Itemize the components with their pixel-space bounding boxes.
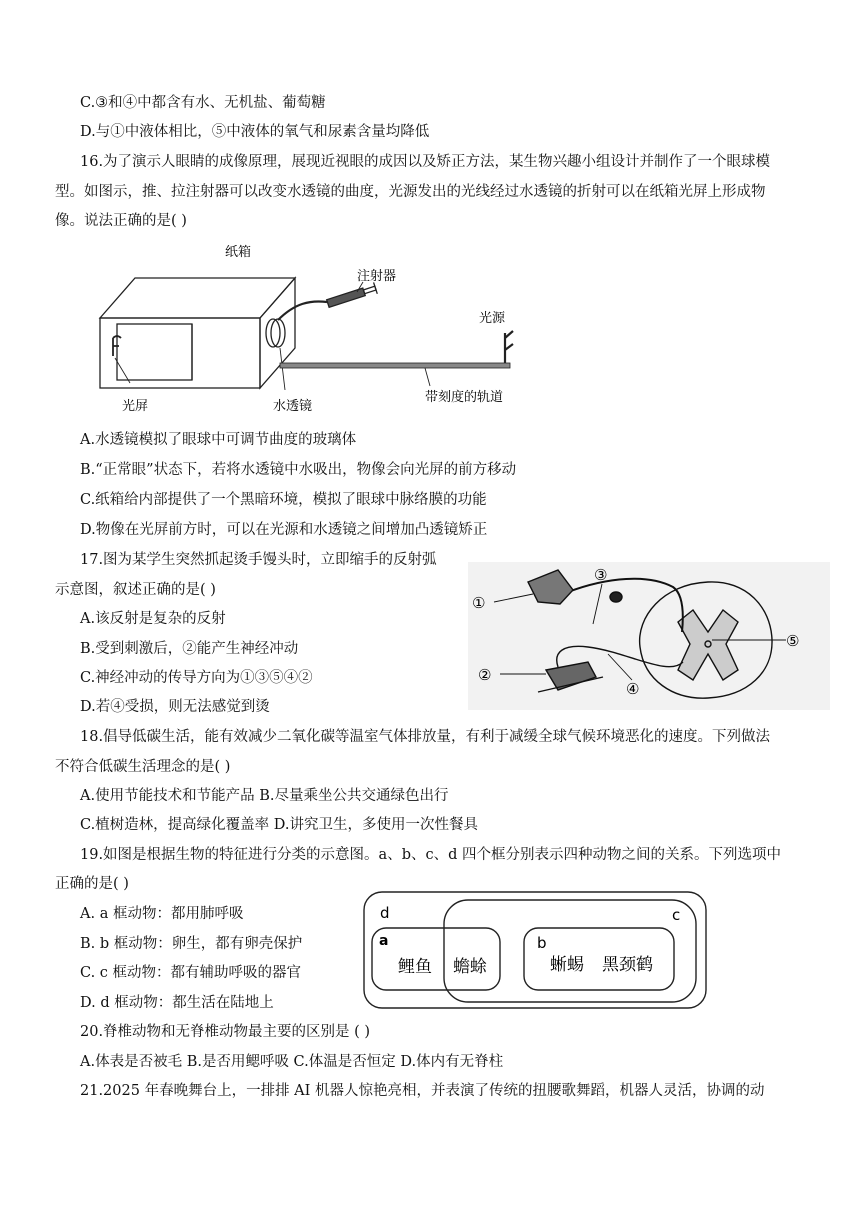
q19-option-a: A. a 框动物：都用肺呼吸 (80, 906, 244, 922)
q18-stem-line2: 不符合低碳生活理念的是( ) (55, 759, 231, 775)
reflex-arc-figure (468, 562, 830, 710)
label-c: c (672, 906, 681, 924)
q17-option-b: B.受到刺激后，②能产生神经冲动 (80, 641, 299, 657)
box-window (117, 324, 192, 380)
label-a: a (379, 933, 389, 949)
q17-option-d: D.若④受损，则无法感觉到烫 (80, 699, 270, 715)
q16-stem-line1: 16.为了演示人眼睛的成像原理，展现近视眼的成因以及矫正方法，某生物兴趣小组设计并制作了一个眼球模 (80, 154, 771, 170)
crane-label: 黑颈鹤 (602, 955, 653, 975)
q20-options: A.体表是否被毛 B.是否用鳃呼吸 C.体温是否恒定 D.体内有无脊柱 (80, 1054, 504, 1070)
label-5: ⑤ (786, 632, 800, 650)
box-label: 纸箱 (224, 245, 252, 260)
q18-options-ab: A.使用节能技术和节能产品 B.尽量乘坐公共交通绿色出行 (80, 788, 449, 804)
q16-option-d: D.物像在光屏前方时，可以在光源和水透镜之间增加凸透镜矫正 (80, 522, 488, 538)
q17-stem-line1: 17.图为某学生突然抓起烫手馒头时，立即缩手的反射弧 (80, 552, 437, 568)
box-front-face (100, 318, 260, 388)
label-1: ① (472, 594, 486, 612)
q20-stem: 20.脊椎动物和无脊椎动物最主要的区别是 ( ) (80, 1024, 371, 1040)
q17-option-a: A.该反射是复杂的反射 (80, 611, 226, 627)
carp-label: 鲤鱼 (398, 957, 432, 977)
label-d: d (380, 904, 390, 922)
lens-label: 水透镜 (273, 399, 313, 414)
q19-option-c: C. c 框动物：都有辅助呼吸的器官 (80, 965, 302, 981)
classification-figure (362, 890, 708, 1012)
q19-option-d: D. d 框动物：都生活在陆地上 (80, 995, 274, 1011)
q15-option-c: C.③和④中都含有水、无机盐、葡萄糖 (80, 95, 326, 111)
box-side-face (260, 278, 295, 388)
lizard-label: 蜥蜴 (550, 955, 584, 975)
label-3: ③ (594, 566, 608, 584)
track-label: 带刻度的轨道 (425, 390, 504, 405)
q18-options-cd: C.植树造林，提高绿化覆盖率 D.讲究卫生，多使用一次性餐具 (80, 817, 479, 833)
q16-option-a: A.水透镜模拟了眼球中可调节曲度的玻璃体 (80, 432, 357, 448)
q18-stem-line1: 18.倡导低碳生活，能有效减少二氧化碳等温室气体排放量，有利于减缓全球气候环境恶化的速度。下列做法 (80, 729, 771, 745)
label-2: ② (478, 666, 492, 684)
q17-option-c: C.神经冲动的传导方向为①③⑤④② (80, 670, 313, 686)
q21-stem-line1: 21.2025 年春晚舞台上，一排排 AI 机器人惊艳亮相，并表演了传统的扭腰歌舞蹈，机器人灵活，协调的动 (80, 1083, 765, 1099)
box-c (444, 900, 696, 1002)
eye-model-figure (95, 238, 535, 418)
q19-stem-line1: 19.如图是根据生物的特征进行分类的示意图。a、b、c、d 四个框分别表示四种动物之间的关系。下列选项中 (80, 847, 781, 863)
toad-label: 蟾蜍 (453, 957, 487, 977)
track-icon (280, 363, 510, 368)
light-source-label: 光源 (479, 311, 506, 326)
syringe-icon (326, 282, 377, 309)
light-source-icon (505, 331, 513, 363)
q16-stem-line2: 型。如图示，推、拉注射器可以改变水透镜的曲度，光源发出的光线经过水透镜的折射可以在纸箱光屏上形成物 (55, 184, 766, 200)
q16-option-b: B.“正常眼”状态下，若将水透镜中水吸出，物像会向光屏的前方移动 (80, 462, 517, 478)
q17-stem-line2: 示意图，叙述正确的是( ) (55, 582, 216, 598)
q15-option-d: D.与①中液体相比，⑤中液体的氧气和尿素含量均降低 (80, 124, 430, 140)
label-4: ④ (626, 680, 640, 698)
q19-option-b: B. b 框动物：卵生，都有卵壳保护 (80, 936, 303, 952)
q16-stem-line3: 像。说法正确的是( ) (55, 213, 187, 229)
syringe-label: 注射器 (357, 269, 397, 284)
q16-option-c: C.纸箱给内部提供了一个黑暗环境，模拟了眼球中脉络膜的功能 (80, 492, 487, 508)
label-b: b (537, 934, 547, 952)
q19-stem-line2: 正确的是( ) (55, 876, 129, 892)
screen-label: 光屏 (122, 399, 149, 414)
